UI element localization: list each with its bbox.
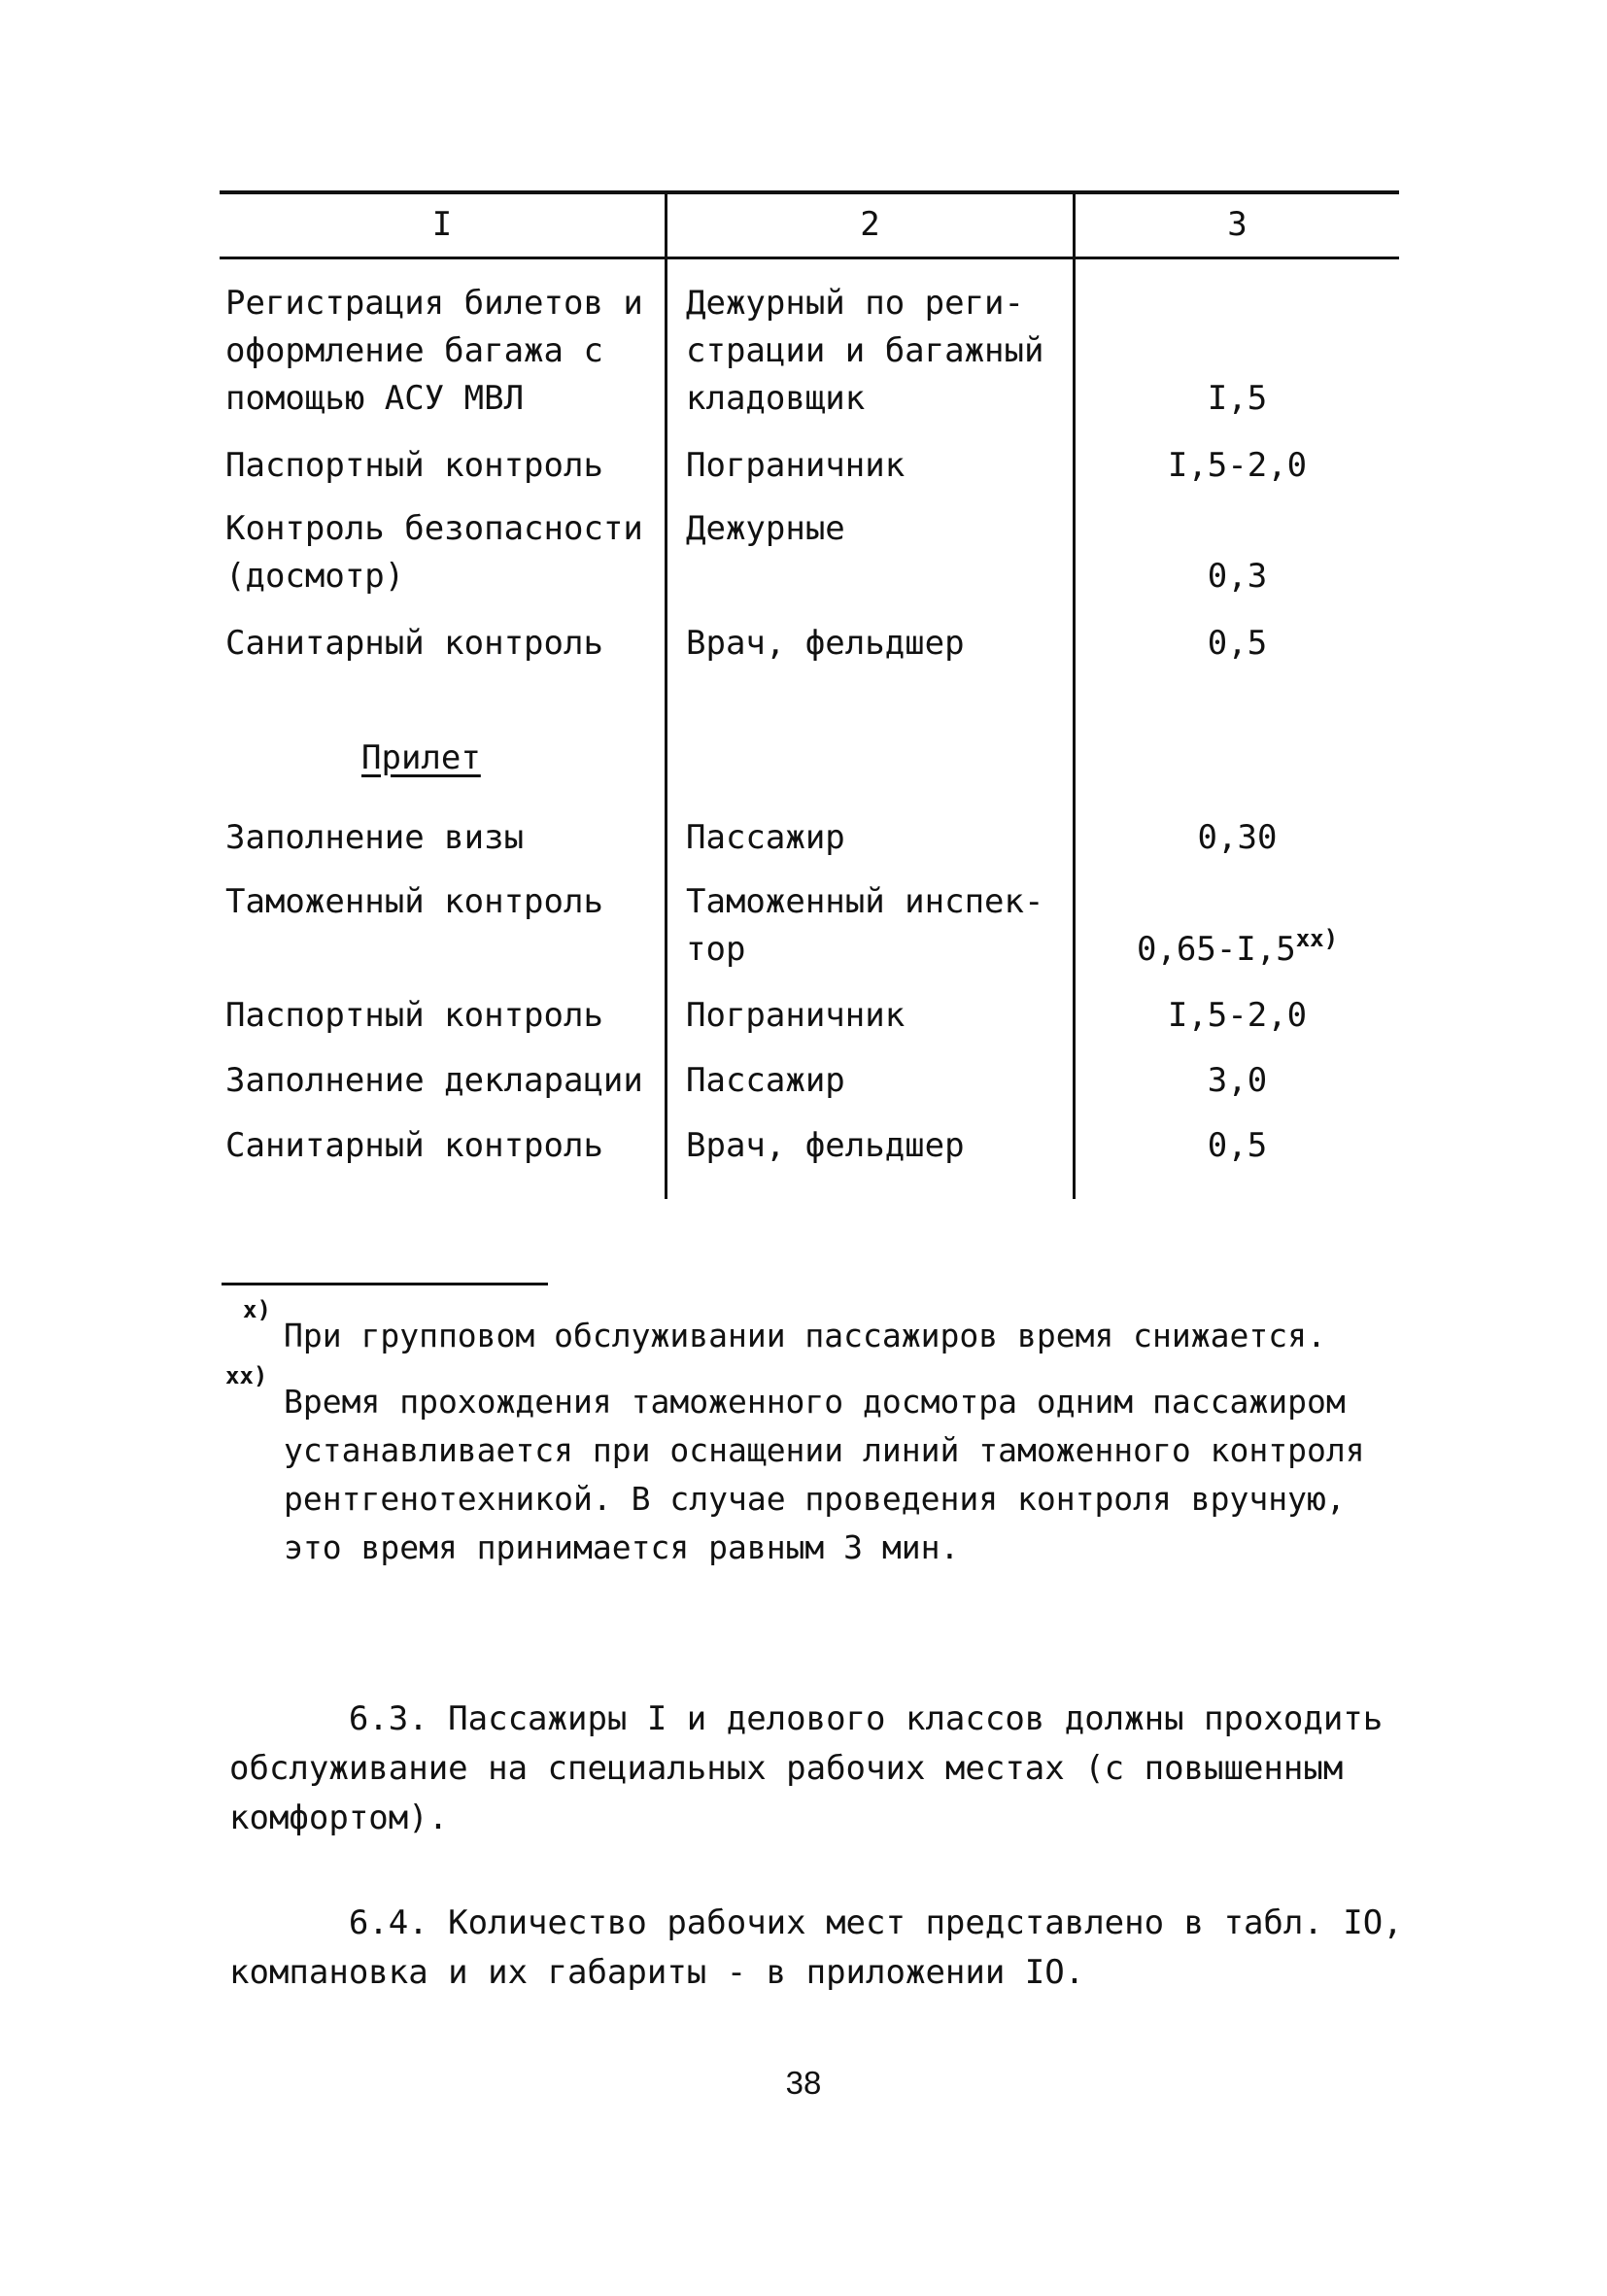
section-title-arrival: Прилет [361, 738, 481, 777]
table-column-divider-1 [665, 190, 667, 1199]
table-header-rule [220, 257, 1399, 259]
table-cell-staff: Дежурные [686, 509, 845, 548]
table-cell-operation: Паспортный контроль [225, 996, 603, 1035]
page-number: 38 [785, 2065, 822, 2101]
table-cell-staff: Дежурный по реги- страции и багажный кладовщик [686, 284, 1044, 418]
table-cell-staff: Пассажир [686, 1061, 845, 1100]
table-column-divider-2 [1073, 190, 1076, 1199]
table-cell-staff: Врач, фельдшер [686, 624, 965, 663]
table-cell-time: 0,65-I,5$^{xx)}$ [1136, 925, 1339, 969]
table-cell-staff: Пограничник [686, 996, 906, 1035]
table-cell-staff: Врач, фельдшер [686, 1126, 965, 1165]
table-cell-time: 0,30 [1197, 818, 1278, 857]
footnote-text-xx: Время прохождения таможенного досмотра одним пассажиром устанавливается при оснащении линий таможенного контроля рентгенотехникой. В случае проведения контроля вручную, это время принимается равным 3 мин. [284, 1383, 1365, 1566]
table-cell-staff: Пограничник [686, 446, 906, 485]
table-cell-operation: Контроль безопасности (досмотр) [225, 509, 643, 596]
table-cell-time: 3,0 [1207, 1061, 1268, 1100]
table-top-rule [220, 190, 1399, 194]
table-cell-staff: Пассажир [686, 818, 845, 857]
footnote-mark-x: x) [243, 1296, 271, 1323]
footnote-text-x: При групповом обслуживании пассажиров время снижается. [284, 1317, 1326, 1354]
table-cell-operation: Заполнение декларации [225, 1061, 643, 1100]
table-cell-operation: Паспортный контроль [225, 446, 603, 485]
footnote-separator [222, 1283, 548, 1285]
table-cell-time: I,5-2,0 [1167, 446, 1308, 485]
table-cell-time: 0,5 [1207, 624, 1268, 663]
footnote-ref-xx: xx) [1295, 925, 1339, 952]
table-cell-time: 0,3 [1207, 557, 1268, 596]
table-cell-time: I,5-2,0 [1167, 996, 1308, 1035]
paragraph-6-4: 6.4. Количество рабочих мест представлено в табл. IO, компановка и их габариты - в приложении IO. [229, 1903, 1403, 1992]
table-cell-operation: Санитарный контроль [225, 1126, 603, 1165]
table-header-col-3: 3 [1227, 205, 1248, 244]
table-header-col-2: 2 [860, 205, 880, 244]
footnote-mark-xx: xx) [225, 1362, 268, 1389]
table-cell-operation: Заполнение визы [225, 818, 525, 857]
table-cell-operation: Регистрация билетов и оформление багажа с помощью АСУ МВЛ [225, 284, 643, 418]
table-cell-staff: Таможенный инспек- тор [686, 882, 1044, 969]
paragraph-6-3: 6.3. Пассажиры I и делового классов должны проходить обслуживание на специальных рабочих местах (с повышенным комфортом). [229, 1699, 1384, 1837]
table-cell-time: 0,5 [1207, 1126, 1268, 1165]
table-cell-time: I,5 [1207, 379, 1268, 418]
table-cell-operation: Таможенный контроль [225, 882, 603, 921]
table-cell-operation: Санитарный контроль [225, 624, 603, 663]
table-header-col-1: I [431, 205, 453, 244]
